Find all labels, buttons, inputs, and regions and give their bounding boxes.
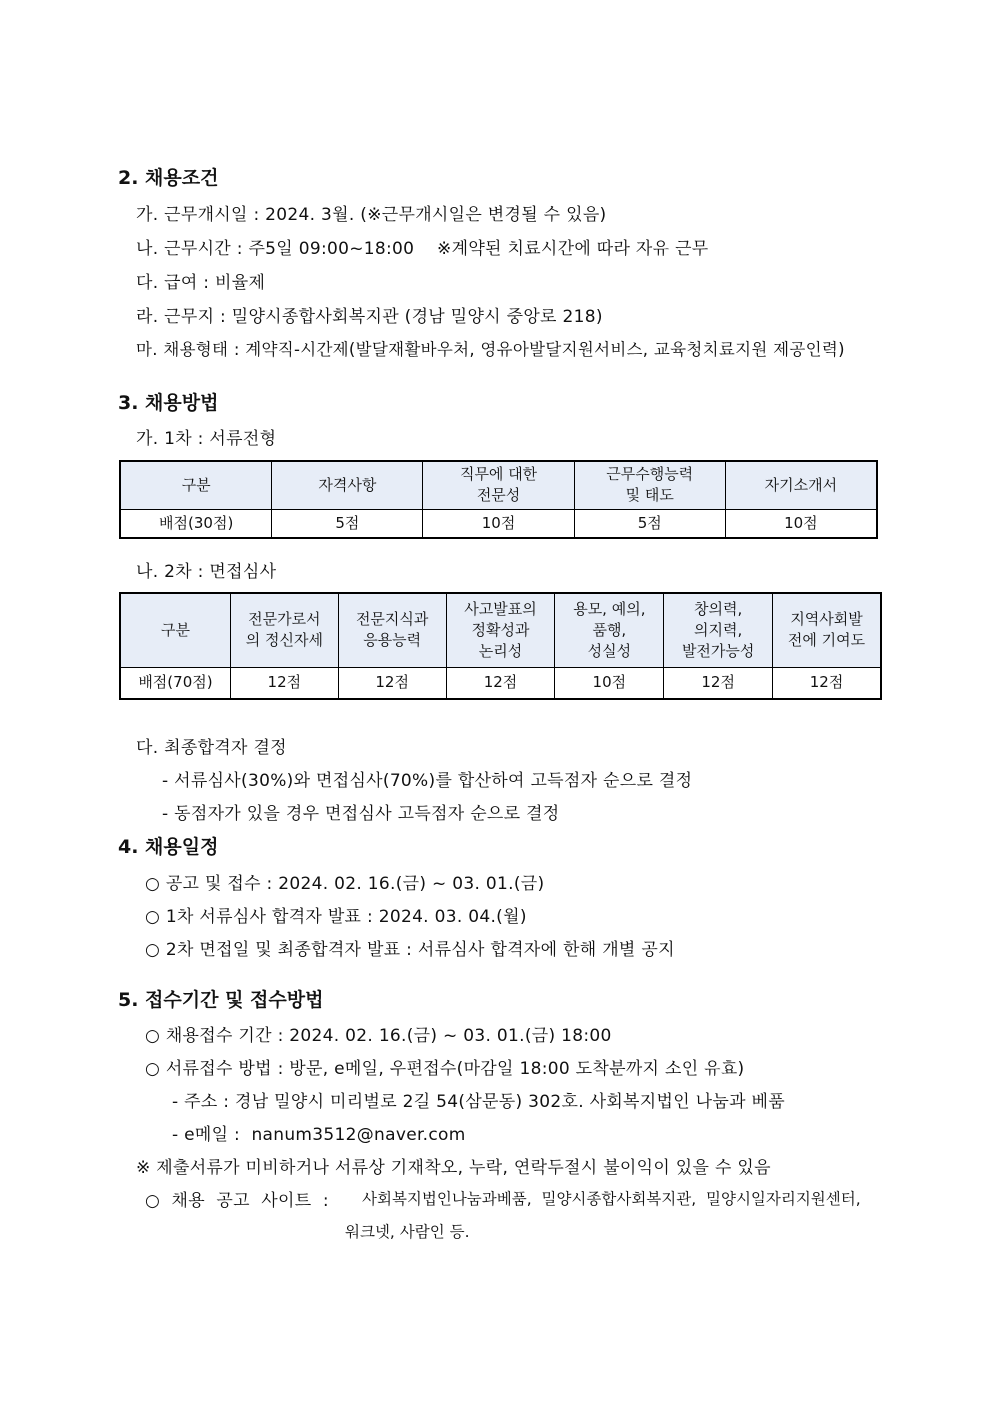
table2-header-cell: 창의력, 의지력, 발전가능성 [664, 593, 773, 667]
posting-sites-label: ○ 채용 공고 사이트 : [145, 1191, 329, 1211]
document-screening-table [119, 460, 878, 539]
documents-warning: ※ 제출서류가 미비하거나 서류상 기재착오, 누락, 연락두절시 불이익이 있을 수 있음 [136, 1158, 771, 1178]
table2-cell: 12점 [446, 667, 555, 699]
final-decision-rule-1: - 서류심사(30%)와 면접심사(70%)를 합산하여 고득점자 순으로 결정 [162, 771, 693, 791]
posting-sites-list-continued: 워크넷, 사람인 등. [345, 1223, 470, 1241]
table2-cell: 10점 [555, 667, 664, 699]
table2-header-cell: 지역사회발 전에 기여도 [773, 593, 881, 667]
table1-cell: 5점 [272, 509, 423, 538]
salary: 다. 급여 : 비율제 [136, 273, 266, 293]
schedule-first-result: ○ 1차 서류심사 합격자 발표 : 2024. 03. 04.(월) [145, 907, 527, 927]
table1-header-cell: 자기소개서 [725, 461, 877, 509]
step2-label: 나. 2차 : 면접심사 [136, 562, 277, 582]
table2-header-row [120, 593, 881, 667]
table2-header-cell: 전문지식과 응용능력 [338, 593, 446, 667]
table2-score-row [120, 667, 881, 699]
table2-cell: 12점 [338, 667, 446, 699]
table1-header-cell: 자격사항 [272, 461, 423, 509]
final-decision-rule-2: - 동점자가 있을 경우 면접심사 고득점자 순으로 결정 [162, 804, 560, 824]
table1-cell: 배점(30점) [120, 509, 272, 538]
section-4-title: 4. 채용일정 [118, 836, 219, 858]
application-email: - e메일 : nanum3512@naver.com [172, 1125, 466, 1145]
table2-header-cell: 전문가로서 의 정신자세 [230, 593, 338, 667]
application-address: - 주소 : 경남 밀양시 미리벌로 2길 54(삼문동) 302호. 사회복지법인 나눔과 베품 [172, 1092, 785, 1112]
section-5-title: 5. 접수기간 및 접수방법 [118, 989, 324, 1011]
table2-cell: 12점 [773, 667, 881, 699]
table1-cell: 10점 [423, 509, 574, 538]
table1-header-row [120, 461, 877, 509]
table1-header-cell: 직무에 대한 전문성 [423, 461, 574, 509]
application-period: ○ 채용접수 기간 : 2024. 02. 16.(금) ~ 03. 01.(금) 18:00 [145, 1026, 612, 1046]
table1-header-cell: 근무수행능력 및 태도 [574, 461, 725, 509]
table2-header-cell: 용모, 예의, 품행, 성실성 [555, 593, 664, 667]
table1-cell: 10점 [725, 509, 877, 538]
work-start-date: 가. 근무개시일 : 2024. 3월. (※근무개시일은 변경될 수 있음) [136, 205, 607, 225]
application-method: ○ 서류접수 방법 : 방문, e메일, 우편접수(마감일 18:00 도착분까지 소인 유효) [145, 1059, 745, 1079]
step1-label: 가. 1차 : 서류전형 [136, 429, 277, 449]
section-3-title: 3. 채용방법 [118, 392, 219, 414]
table2-header-cell: 사고발표의 정확성과 논리성 [446, 593, 555, 667]
interview-table [119, 592, 882, 700]
work-hours: 나. 근무시간 : 주5일 09:00~18:00 ※계약된 치료시간에 따라 자유 근무 [136, 239, 709, 259]
table2-cell: 12점 [664, 667, 773, 699]
table2-cell: 12점 [230, 667, 338, 699]
schedule-notice: ○ 공고 및 접수 : 2024. 02. 16.(금) ~ 03. 01.(금) [145, 874, 545, 894]
section-2-title: 2. 채용조건 [118, 167, 219, 189]
final-decision-label: 다. 최종합격자 결정 [136, 738, 287, 758]
posting-sites-list: 사회복지법인나눔과베품, 밀양시종합사회복지관, 밀양시일자리지원센터, [362, 1190, 861, 1208]
table2-header-cell: 구분 [120, 593, 230, 667]
employment-type: 마. 채용형태 : 계약직-시간제(발달재활바우처, 영유아발달지원서비스, 교육청치료지원 제공인력) [136, 340, 845, 359]
table1-header-cell: 구분 [120, 461, 272, 509]
workplace: 라. 근무지 : 밀양시종합사회복지관 (경남 밀양시 중앙로 218) [136, 307, 603, 327]
schedule-interview: ○ 2차 면접일 및 최종합격자 발표 : 서류심사 합격자에 한해 개별 공지 [145, 940, 675, 960]
table1-score-row [120, 509, 877, 538]
table1-cell: 5점 [574, 509, 725, 538]
table2-cell: 배점(70점) [120, 667, 230, 699]
